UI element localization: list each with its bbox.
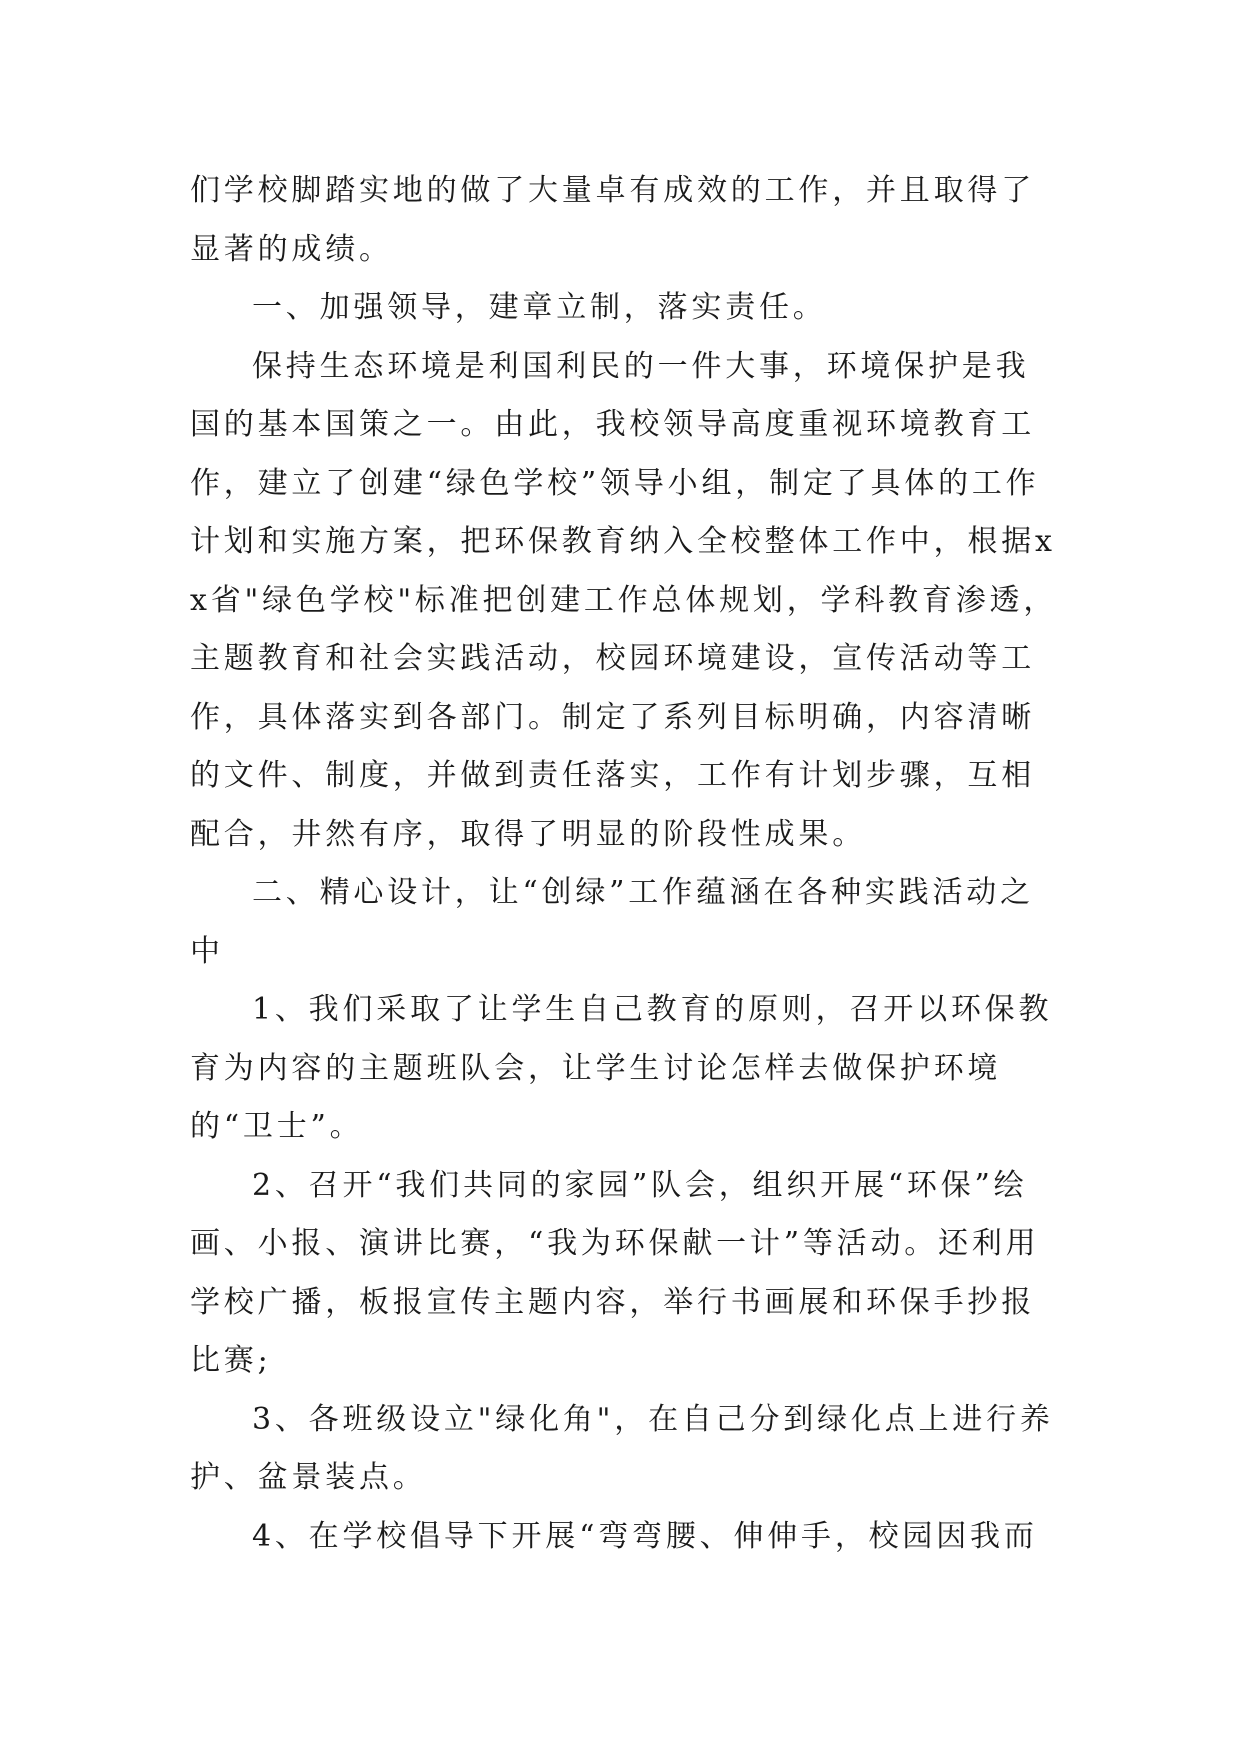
- list-item-3: 3、各班级设立"绿化角"，在自己分到绿化点上进行养护、盆景装点。: [190, 1401, 1054, 1495]
- paragraph-leadership: 保持生态环境是利国利民的一件大事，环境保护是我国的基本国策之一。由此，我校领导高度重视环境教育工作，建立了创建“绿色学校”领导小组，制定了具体的工作计划和实施方案，把环保教育纳入全校整体工作中，根据xx省"绿色学校"标准把创建工作总体规划，学科教育渗透，主题教育和社会实践活动，校园环境建设，宣传活动等工作，具体落实到各部门。制定了系列目标明确，内容清晰的文件、制度，并做到责任落实，工作有计划步骤，互相配合，井然有序，取得了明显的阶段性成果。: [190, 348, 1058, 852]
- list-item-4: 4、在学校倡导下开展“弯弯腰、伸伸手，校园因我而: [252, 1518, 1038, 1554]
- list-item-2: 2、召开“我们共同的家园”队会，组织开展“环保”绘画、小报、演讲比赛，“我为环保献一计”等活动。还利用学校广播，板报宣传主题内容，举行书画展和环保手抄报比赛;: [190, 1167, 1040, 1378]
- paragraph-continuation: 们学校脚踏实地的做了大量卓有成效的工作，并且取得了显著的成绩。: [190, 173, 1035, 267]
- document-body: [190, 162, 1062, 1566]
- section-heading-2: 二、精心设计，让“创绿”工作蕴涵在各种实践活动之中: [190, 875, 1034, 969]
- section-heading-1: 一、加强领导，建章立制，落实责任。: [252, 290, 827, 325]
- list-item-1: 1、我们采取了让学生自己教育的原则，召开以环保教育为内容的主题班队会，让学生讨论怎样去做保护环境的“卫士”。: [190, 992, 1053, 1144]
